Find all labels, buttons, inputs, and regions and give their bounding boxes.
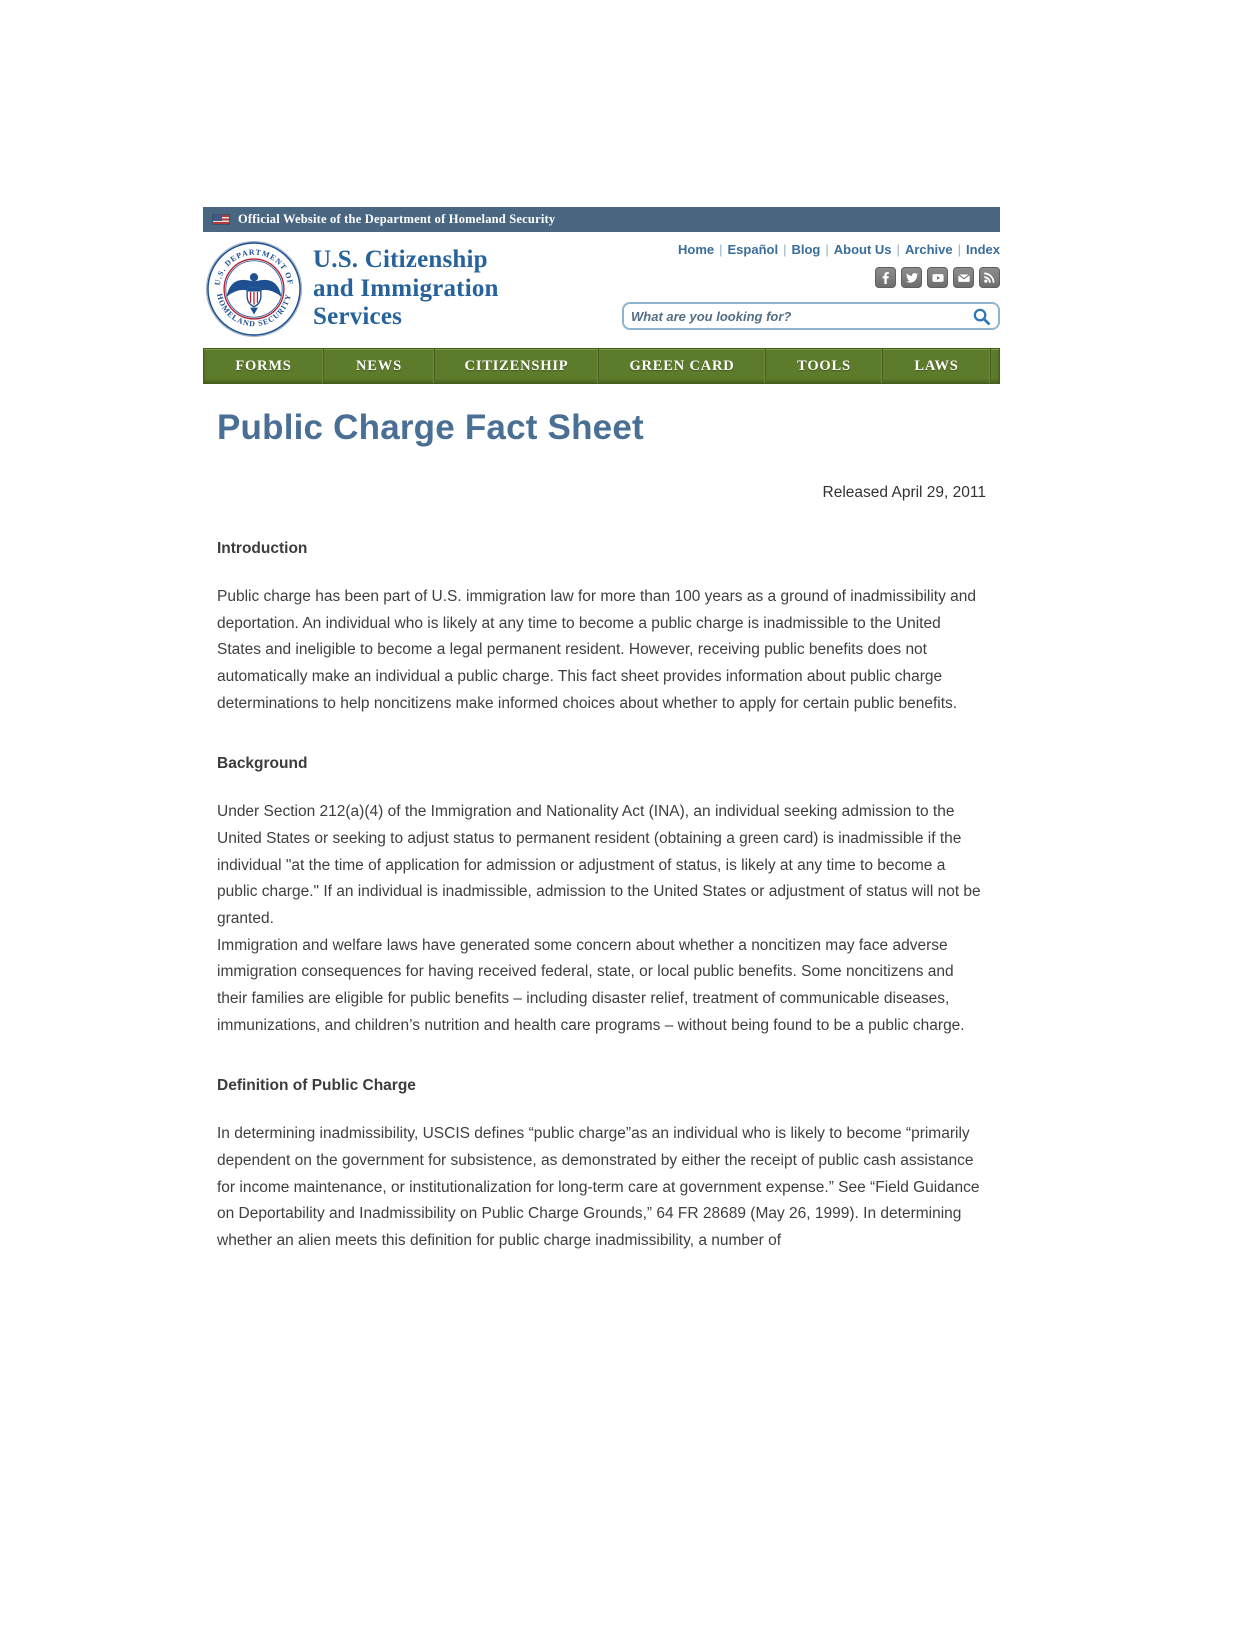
menu-item-tools[interactable]: TOOLS	[766, 349, 883, 383]
search-input[interactable]	[631, 309, 972, 324]
menu-item-citizenship[interactable]: CITIZENSHIP	[435, 349, 599, 383]
menu-item-news[interactable]: NEWS	[324, 349, 435, 383]
logo-line-1: U.S. Citizenship	[313, 246, 488, 273]
paragraph: In determining inadmissibility, USCIS defines “public charge”as an individual who is likely to become “primarily dependent on the government for subsistence, as demonstrated by either the receipt of public cash assistance for income maintenance, or institutionalization for long-term care at government expense.” See “Field Guidance on Deportability and Inadmissibility on Public Charge Grounds,” 64 FR 28689 (May 26, 1999). In determining whether an alien meets this definition for public charge inadmissibility, a number of	[217, 1125, 980, 1249]
rss-icon[interactable]	[979, 267, 1000, 288]
release-date: Released April 29, 2011	[822, 484, 986, 501]
paragraph: Immigration and welfare laws have generated some concern about whether a noncitizen may face adverse immigration consequences for having received federal, state, or local public benefits. Some noncitizens and their families are eligible for public benefits – including disaster relief, treatment of communicable diseases, immunizations, and children’s nutrition and health care programs – without being found to be a public charge.	[217, 936, 965, 1034]
menu-item-green-card[interactable]: GREEN CARD	[599, 349, 766, 383]
svg-text:U.S. DEPARTMENT OF: U.S. DEPARTMENT OF	[212, 247, 296, 287]
gov-banner	[203, 207, 1000, 232]
nav-link-home[interactable]: Home	[678, 242, 715, 257]
nav-link-index[interactable]: Index	[966, 242, 1000, 257]
menu-filler	[991, 349, 999, 383]
dhs-seal-logo	[205, 240, 303, 338]
twitter-icon[interactable]	[901, 267, 922, 288]
nav-link-archive[interactable]: Archive	[904, 242, 953, 257]
email-icon[interactable]	[953, 267, 974, 288]
paragraph: Under Section 212(a)(4) of the Immigration and Nationality Act (INA), an individual seeking admission to the United States or seeking to adjust status to permanent resident (obtaining a green card) is inadmissible if the individual "at the time of application for admission or adjustment of status, is likely at any time to become a public charge." If an individual is inadmissible, admission to the United States or adjustment of status will not be granted.	[217, 803, 981, 927]
social-icons-row	[678, 267, 1000, 288]
logo-line-3: Services	[313, 303, 403, 330]
top-nav	[678, 242, 1000, 257]
section-heading-definition: Definition of Public Charge	[217, 1077, 416, 1095]
nav-separator	[892, 242, 905, 257]
nav-separator	[778, 242, 791, 257]
menu-item-laws[interactable]: LAWS	[883, 349, 991, 383]
uscis-logotype	[313, 246, 499, 332]
search-bar	[622, 302, 1000, 330]
nav-separator	[820, 242, 833, 257]
section-heading-introduction: Introduction	[217, 540, 308, 557]
youtube-icon[interactable]	[927, 267, 948, 288]
nav-link-about-us[interactable]: About Us	[833, 242, 892, 257]
facebook-icon[interactable]	[875, 267, 896, 288]
svg-text:HOMELAND SECURITY: HOMELAND SECURITY	[215, 292, 293, 329]
logo-line-2: and Immigration	[313, 274, 499, 302]
gov-banner-text: Official Website of the Department of Homeland Security	[238, 212, 556, 226]
page-title: Public Charge Fact Sheet	[217, 408, 644, 447]
nav-link-espanol[interactable]: Español	[727, 242, 779, 257]
nav-separator	[953, 242, 966, 257]
utility-block	[678, 242, 1000, 288]
fact-sheet-document	[203, 384, 1000, 1254]
main-menu-bar	[203, 348, 1000, 384]
masthead	[203, 232, 1000, 348]
search-icon[interactable]	[972, 307, 991, 326]
content-column	[203, 207, 1000, 1254]
section-heading-background: Background	[217, 755, 308, 773]
paragraph: Public charge has been part of U.S. immigration law for more than 100 years as a ground of inadmissibility and deportation. An individual who is likely at any time to become a public charge is inadmissible to the United States and ineligible to become a legal permanent resident. However, receiving public benefits does not automatically make an individual a public charge. This fact sheet provides information about public charge determinations to help noncitizens make informed choices about whether to apply for certain public benefits.	[217, 588, 977, 712]
nav-link-blog[interactable]: Blog	[791, 242, 821, 257]
menu-item-forms[interactable]: FORMS	[204, 349, 324, 383]
nav-separator	[714, 242, 727, 257]
us-flag-icon	[212, 214, 230, 225]
